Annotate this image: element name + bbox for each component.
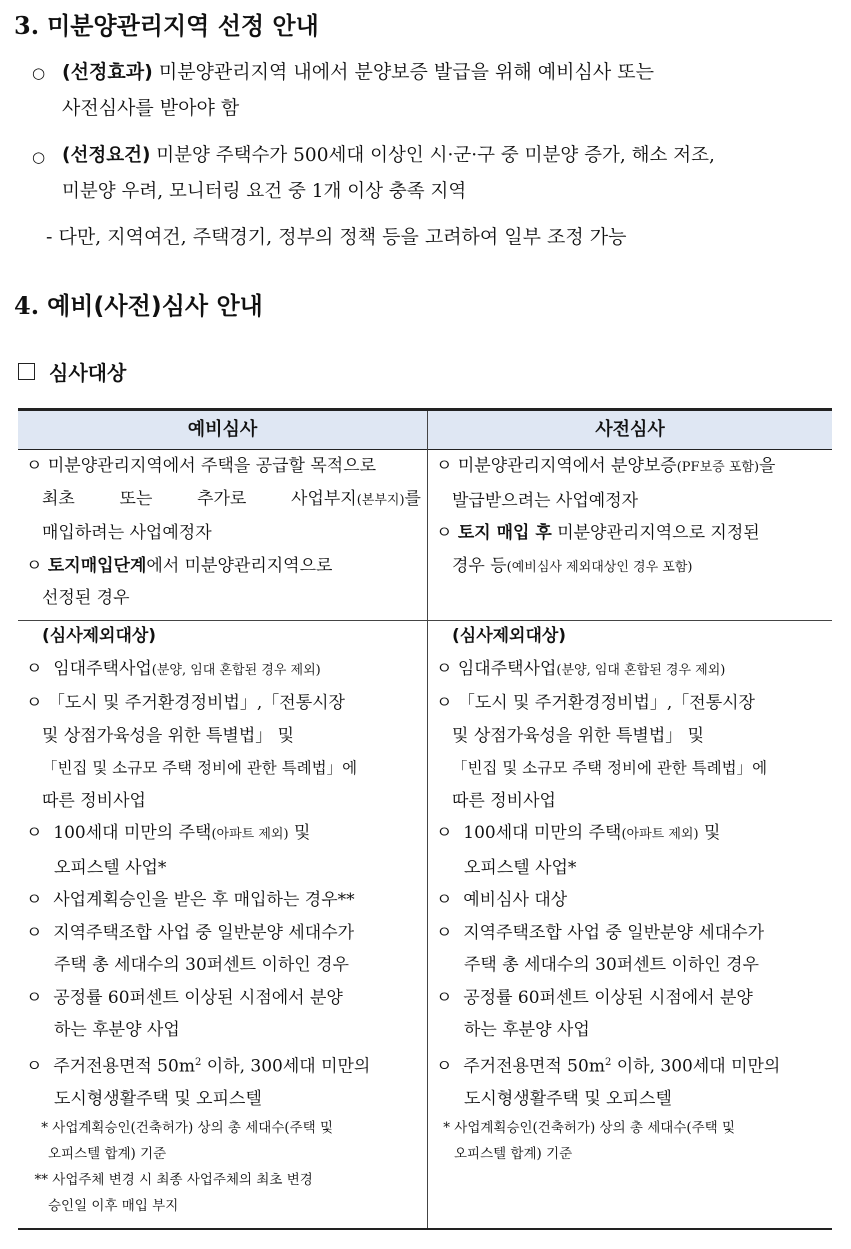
bullet-o: ㅇ: [436, 1056, 453, 1077]
bullet-o: ㅇ: [436, 456, 453, 476]
bullet-o: ㅇ: [26, 823, 43, 843]
law-line2: 및 상점가육성을 위한 특별법」 및: [42, 725, 295, 746]
progress-line1: 공정률 60퍼센트 이상된 시점에서 분양: [53, 987, 343, 1008]
prior-target-pf-note: (PF보증 포함): [676, 460, 760, 475]
area-line2: 도시형생활주택 및 오피스텔: [54, 1088, 262, 1109]
prelim-target-note: (본부지): [356, 492, 405, 508]
prior-target-line2: 발급받으려는 사업예정자: [452, 490, 639, 511]
footnote1-line1: 사업계획승인(건축허가) 상의 총 세대수(주택 및: [454, 1120, 736, 1137]
law-line4: 따른 정비사업: [452, 790, 556, 811]
footnote1-line2: 오피스텔 합계) 기준: [48, 1146, 167, 1163]
area-text-rest: 이하, 300세대 미만의: [616, 1056, 781, 1077]
prelim-target-line3: 매입하려는 사업예정자: [42, 523, 212, 543]
union-line2: 주택 총 세대수의 30퍼센트 이하인 경우: [464, 955, 759, 975]
bullet-o: ㅇ: [26, 658, 43, 679]
footnote2-line2: 승인일 이후 매입 부지: [48, 1198, 179, 1215]
officetel-business: 오피스텔 사업*: [54, 857, 167, 878]
bullet-o: ㅇ: [436, 823, 453, 843]
footnote1-mark: *: [41, 1120, 48, 1137]
section-3-number: 3.: [14, 11, 40, 40]
bullet-o: ㅇ: [436, 693, 453, 713]
square-icon: [18, 363, 35, 380]
area-text-rest: 이하, 300세대 미만의: [206, 1056, 371, 1077]
plan-approved: 사업계획승인을 받은 후 매입하는 경우**: [53, 890, 355, 910]
area-text: 주거전용면적 50m: [53, 1056, 195, 1077]
bullet-o: ㅇ: [436, 922, 453, 943]
prelim-exclusions-header: (심사제외대상): [42, 626, 157, 646]
law-line1: 「도시 및 주거환경정비법」,「전통시장: [47, 693, 345, 713]
area-line2: 도시형생활주택 및 오피스텔: [464, 1088, 672, 1109]
prior-exclusions-cell: [436, 620, 828, 1167]
table-bottom-border: [18, 1228, 832, 1230]
footnotes: [26, 1115, 421, 1219]
bullet-circle: ○: [32, 148, 46, 166]
bullet-o: ㅇ: [26, 693, 43, 713]
column-header-preliminary: 예비심사: [187, 419, 258, 440]
preliminary-exclusions-cell: [26, 620, 421, 1219]
prelim-land-stage-rest: 에서 미분양관리지역으로: [146, 555, 333, 576]
footnote1-line2: 오피스텔 합계) 기준: [454, 1146, 573, 1163]
prior-target-excl-note: (예비심사 제외대상인 경우 포함): [506, 559, 693, 575]
selection-effect-text: [62, 54, 654, 126]
under100-note: (아파트 제외): [621, 827, 699, 842]
selection-requirement-line1: 미분양 주택수가 500세대 이상인 시·군·구 중 미분양 증가, 해소 저조,: [156, 145, 715, 166]
subsection-heading: [18, 357, 126, 386]
footnote2-line1: 사업주체 변경 시 최종 사업주체의 최초 변경: [52, 1172, 313, 1189]
bullet-o: ㅇ: [436, 890, 453, 910]
officetel-business: 오피스텔 사업*: [464, 857, 577, 878]
section-3-heading: [14, 6, 319, 41]
lease-note: (분양, 임대 혼합된 경우 제외): [556, 662, 726, 678]
bullet-o: ㅇ: [26, 555, 43, 576]
selection-requirement-tag: (선정요건): [62, 145, 151, 166]
section-4-title: 예비(사전)심사 안내: [47, 292, 263, 320]
lease-business: 임대주택사업: [457, 658, 557, 679]
bullet-o: ㅇ: [26, 456, 43, 476]
union-line1: 지역주택조합 사업 중 일반분양 세대수가: [53, 922, 355, 943]
prior-target-line4: 경우 등: [452, 555, 507, 576]
bullet-o: ㅇ: [436, 523, 453, 543]
prelim-land-stage: 토지매입단계: [47, 555, 147, 576]
selection-effect-tag: (선정효과): [62, 61, 153, 83]
prior-exclusions-header: (심사제외대상): [452, 626, 567, 646]
under100-and: 및: [703, 823, 721, 843]
selection-requirement-line2: 미분양 우려, 모니터링 요건 중 1개 이상 충족 지역: [62, 181, 467, 202]
bullet-o: ㅇ: [26, 922, 43, 943]
section-4-heading: [14, 286, 263, 321]
lease-note: (분양, 임대 혼합된 경우 제외): [151, 662, 321, 678]
union-line2: 주택 총 세대수의 30퍼센트 이하인 경우: [54, 955, 349, 975]
progress-line1: 공정률 60퍼센트 이상된 시점에서 분양: [463, 987, 753, 1008]
bullet-o: ㅇ: [436, 658, 453, 679]
prior-target-line3: 미분양관리지역으로 지정된: [557, 523, 760, 543]
selection-effect-line2: 사전심사를 받아야 함: [62, 97, 240, 119]
union-line1: 지역주택조합 사업 중 일반분양 세대수가: [463, 922, 765, 943]
table-column-divider: [427, 411, 428, 1228]
bullet-o: ㅇ: [26, 890, 43, 910]
prior-after-land: 토지 매입 후: [457, 523, 552, 543]
prior-target-cell: [436, 450, 828, 584]
column-header-prior: 사전심사: [595, 419, 665, 440]
law-line3: 「빈집 및 소규모 주택 정비에 관한 특례법」에: [42, 759, 358, 777]
law-line1: 「도시 및 주거환경정비법」,「전통시장: [457, 693, 755, 713]
under100-note: (아파트 제외): [211, 827, 289, 842]
under100-and: 및: [293, 823, 311, 843]
law-line2: 및 상점가육성을 위한 특별법」 및: [452, 725, 705, 746]
bullet-o: ㅇ: [26, 987, 43, 1008]
preliminary-target-cell: ㅇ 미분양관리지역에서 주택을 공급할 목적으로 최초 또는 추가로 사업부지(본부지)를 매입하려는 사업예정자 ㅇ 토지매입단계에서 미분양관리지역으로 선정된 경우: [26, 450, 421, 615]
selection-requirement-text: [62, 138, 715, 210]
bullet-circle: ○: [32, 64, 46, 82]
footnotes: [436, 1115, 828, 1167]
section-4-number: 4.: [14, 291, 40, 320]
progress-line2: 하는 후분양 사업: [464, 1020, 590, 1040]
adjustment-note: - 다만, 지역여건, 주택경기, 정부의 정책 등을 고려하여 일부 조정 가능: [46, 226, 627, 248]
subsection-title: 심사대상: [49, 361, 127, 385]
pre-review-target: 예비심사 대상: [463, 890, 568, 910]
bullet-o: ㅇ: [436, 987, 453, 1008]
selection-effect-line1: 미분양관리지역 내에서 분양보증 발급을 위해 예비심사 또는: [158, 61, 654, 83]
under100-text: 100세대 미만의 주택: [53, 823, 212, 843]
prior-target-line1-end: 을: [759, 456, 776, 476]
prelim-target-line5: 선정된 경우: [42, 588, 130, 608]
area-superscript: 2: [194, 1056, 202, 1068]
prelim-target-line1: 미분양관리지역에서 주택을 공급할 목적으로: [47, 456, 377, 476]
under100-text: 100세대 미만의 주택: [463, 823, 622, 843]
area-superscript: 2: [604, 1056, 612, 1068]
prior-target-line1: 미분양관리지역에서 분양보증: [457, 456, 677, 476]
bullet-o: ㅇ: [26, 1056, 43, 1077]
area-text: 주거전용면적 50m: [463, 1056, 605, 1077]
footnote1-line1: 사업계획승인(건축허가) 상의 총 세대수(주택 및: [52, 1120, 334, 1137]
footnote1-mark: *: [443, 1120, 450, 1137]
footnote2-mark: **: [34, 1172, 48, 1189]
lease-business: 임대주택사업: [53, 658, 152, 679]
progress-line2: 하는 후분양 사업: [54, 1020, 180, 1040]
section-3-title: 미분양관리지역 선정 안내: [47, 12, 319, 40]
review-table: [18, 408, 832, 1230]
law-line4: 따른 정비사업: [42, 790, 146, 811]
law-line3: 「빈집 및 소규모 주택 정비에 관한 특례법」에: [452, 759, 768, 777]
